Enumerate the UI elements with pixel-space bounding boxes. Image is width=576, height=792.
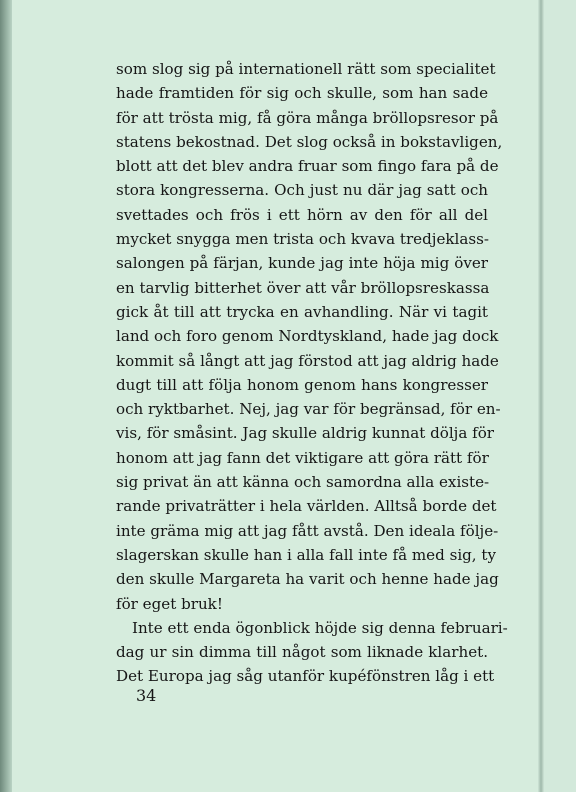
text-line: kommit så långt att jag förstod att jag aldrig hade [116,351,499,370]
text-line: svettades och frös i ett hörn av den för all del [116,205,488,224]
text-line: en tarvlig bitterhet över att vår bröllopsreskassa [116,278,490,297]
text-line: slagerskan skulle han i alla fall inte få med sig, ty [116,545,496,564]
text-line: den skulle Margareta ha varit och henne hade jag [116,570,499,589]
text-line: mycket snygga men trista och kvava tredjeklass- [116,230,489,249]
text-line: sig privat än att känna och samordna alla existe- [116,473,490,492]
text-line: vis, för småsint. Jag skulle aldrig kunnat dölja för [116,424,495,443]
text-line: dugt till att följa honom genom hans kongresser [116,375,488,394]
page-number: 34 [136,686,157,705]
text-line: gick åt till att trycka en avhandling. När vi tagit [116,302,488,321]
text-line: hade framtiden för sig och skulle, som han sade [116,84,488,103]
text-line: rande privaträtter i hela världen. Alltså borde det [116,497,497,516]
text-line: dag ur sin dimma till något som liknade klarhet. [116,643,488,662]
text-line: som slog sig på internationell rätt som specialitet [116,60,496,78]
body-text [116,57,508,689]
text-line: för att trösta mig, få göra många bröllopsresor på [116,108,499,127]
page-edge-shadow [0,0,12,792]
text-line: blott att det blev andra fruar som fingo fara på de [116,157,499,176]
text-line: inte gräma mig att jag fått avstå. Den ideala följe- [116,521,499,540]
text-line: land och foro genom Nordtyskland, hade jag dock [116,327,499,346]
text-line: statens bekostnad. Det slog också in bokstavligen, [116,132,503,151]
text-line: salongen på färjan, kunde jag inte höja mig över [116,254,488,273]
text-line: för eget bruk! [116,594,223,613]
text-line: honom att jag fann det viktigare att göra rätt för [116,448,489,467]
text-line: stora kongresserna. Och just nu där jag satt och [116,181,488,200]
adjacent-page-edge [544,0,576,792]
text-line: Det Europa jag såg utanför kupéfönstren låg i ett [116,667,495,686]
paragraph-start-line: Inte ett enda ögonblick höjde sig denna februari- [132,618,508,637]
text-line: och ryktbarhet. Nej, jag var för begränsad, för en- [116,400,501,419]
